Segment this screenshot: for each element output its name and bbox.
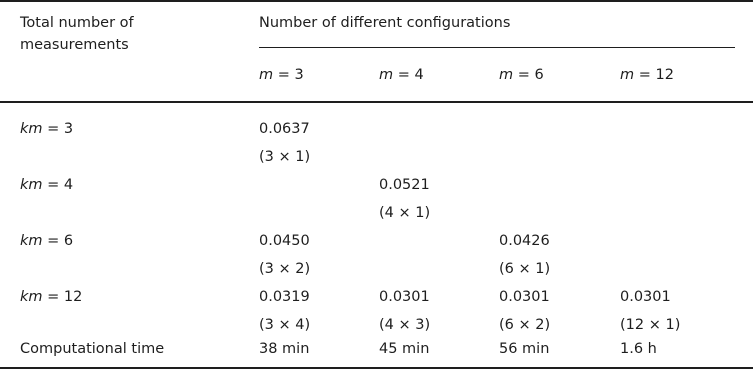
row-label-km3-eq: = 3: [42, 121, 74, 137]
row-label-km3-var: km: [20, 121, 43, 137]
row-label-km4: [20, 178, 73, 193]
footer-time-m3: 38 min: [259, 341, 310, 357]
subheader-m3: [259, 68, 304, 83]
table-bottom-rule: [0, 367, 753, 369]
subheader-m4: [379, 68, 424, 83]
row-label-km3: [20, 122, 73, 137]
footer-time-m6: 56 min: [499, 341, 550, 357]
subheader-m6: [499, 68, 544, 83]
header-group-rule: [259, 47, 735, 48]
table-top-rule: [0, 0, 753, 2]
cell-km4-m4-value: 0.0521: [379, 177, 430, 193]
subheader-m6-var: m: [499, 67, 514, 83]
cell-km12-m3-value: 0.0319: [259, 289, 310, 305]
cell-km12-m4-value: 0.0301: [379, 289, 430, 305]
cell-km12-m4-config: (4 × 3): [379, 317, 431, 333]
row-label-km6-eq: = 6: [42, 233, 74, 249]
cell-km6-m6-value: 0.0426: [499, 233, 550, 249]
subheader-m12-var: m: [620, 67, 635, 83]
cell-km12-m12-value: 0.0301: [620, 289, 671, 305]
cell-km4-m4-config: (4 × 1): [379, 205, 431, 221]
subheader-m4-eq: = 4: [393, 67, 424, 83]
footer-time-m4: 45 min: [379, 341, 430, 357]
subheader-m12-eq: = 12: [634, 67, 674, 83]
footer-computational-time-label: Computational time: [20, 341, 165, 357]
row-label-km6-var: km: [20, 233, 43, 249]
header-configurations-group: Number of different configurations: [259, 15, 511, 31]
subheader-m3-eq: = 3: [273, 67, 304, 83]
row-label-km4-eq: = 4: [42, 177, 74, 193]
cell-km3-m3-value: 0.0637: [259, 121, 310, 137]
subheader-m12: [620, 68, 674, 83]
row-label-km12-eq: = 12: [42, 289, 83, 305]
subheader-m6-eq: = 6: [513, 67, 544, 83]
cell-km12-m6-value: 0.0301: [499, 289, 550, 305]
subheader-m4-var: m: [379, 67, 394, 83]
row-label-km12-var: km: [20, 289, 43, 305]
subheader-m3-var: m: [259, 67, 274, 83]
row-label-km12: [20, 290, 82, 305]
header-total-measurements-line2: measurements: [20, 37, 129, 53]
cell-km12-m6-config: (6 × 2): [499, 317, 551, 333]
row-label-km4-var: km: [20, 177, 43, 193]
header-total-measurements-line1: Total number of: [20, 15, 134, 31]
cell-km12-m12-config: (12 × 1): [620, 317, 681, 333]
header-bottom-rule: [0, 101, 753, 103]
cell-km6-m3-config: (3 × 2): [259, 261, 311, 277]
cell-km6-m3-value: 0.0450: [259, 233, 310, 249]
cell-km6-m6-config: (6 × 1): [499, 261, 551, 277]
footer-time-m12: 1.6 h: [620, 341, 657, 357]
cell-km3-m3-config: (3 × 1): [259, 149, 311, 165]
cell-km12-m3-config: (3 × 4): [259, 317, 311, 333]
row-label-km6: [20, 234, 73, 249]
